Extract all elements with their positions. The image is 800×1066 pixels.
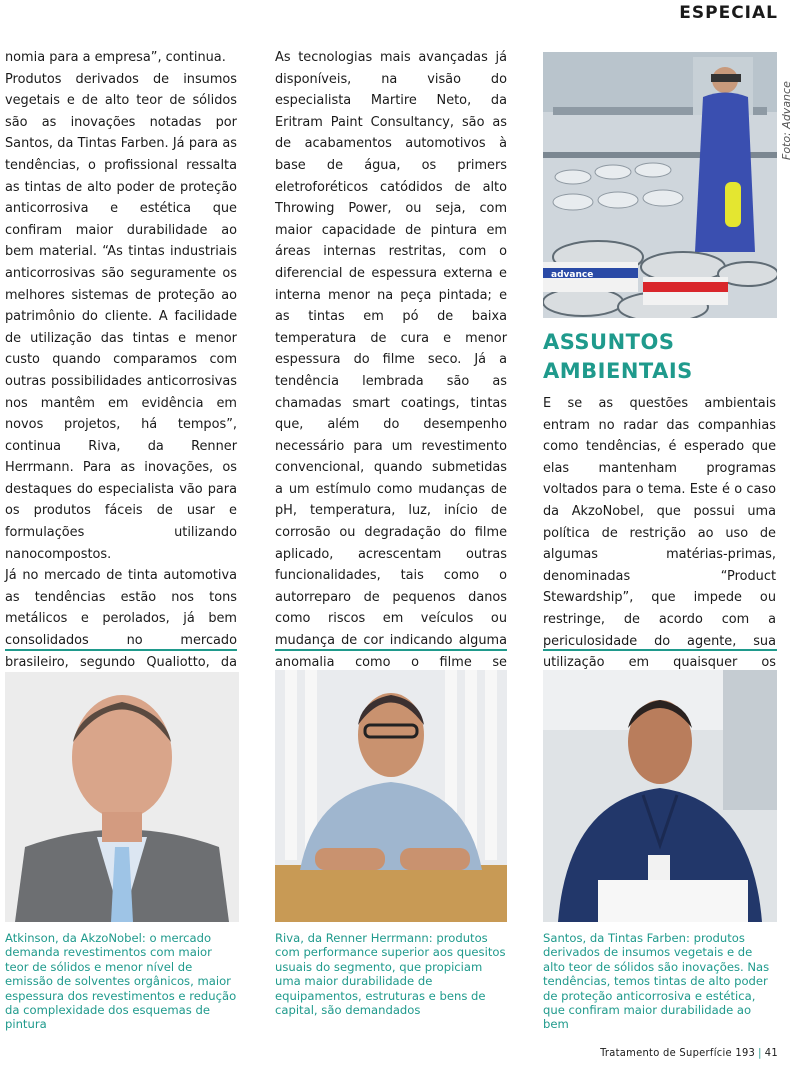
paragraph: Já no mercado de tinta automotiva as tendências estão nos tons metálicos e perolados, já bem consolidados no mercado brasileiro, segundo Qualiotto, da xyxy=(5,568,237,670)
caption-riva: Riva, da Renner Herrmann: produtos com performance superior aos quesitos usuais do segmento, que propiciam uma maior durabilidade de equipamentos, estruturas e bens de capital, são demandados xyxy=(275,931,506,1018)
can-label: advance xyxy=(551,270,594,280)
factory-photo xyxy=(543,52,777,318)
section-tag: ESPECIAL xyxy=(679,3,778,23)
portrait-santos xyxy=(543,670,777,922)
paragraph: nomia para a empresa”, continua. xyxy=(5,50,226,65)
factory-photo-illustration xyxy=(543,52,777,318)
portrait-atkinson xyxy=(5,672,239,922)
page-footer xyxy=(600,1046,778,1059)
section-heading xyxy=(543,328,783,386)
paragraph: E se as questões ambientais entram no radar das companhias como tendências, é esperado que elas mantenham programas voltados para o tema. Este é o caso da AkzoNobel, que possui uma política de restrição ao uso de algumas matérias-primas, denominadas “Product Stewardship”, que impede ou restringe, de acordo com a periculosidade do agente, sua utilização em quaisquer os xyxy=(543,396,776,671)
magazine-name: Tratamento de Superfície 193 xyxy=(600,1046,756,1059)
footer-separator: | xyxy=(758,1046,762,1059)
portrait-illustration xyxy=(5,672,239,922)
section-heading-line: ASSUNTOS xyxy=(543,330,675,354)
section-heading-line: AMBIENTAIS xyxy=(543,359,693,383)
divider xyxy=(543,649,777,651)
divider xyxy=(275,649,507,651)
photo-credit: Foto: Advance xyxy=(780,81,793,160)
paragraph: As tecnologias mais avançadas já disponíveis, na visão do especialista Martire Neto, da Eritram Paint Consultancy, são as de acabamentos automotivos à base de água, os primers eletroforéticos catódidos de alto Throwing Power, ou seja, com maior capacidade de pintura em áreas internas restritas, com o diferencial de espessura externa e interna menor na peça pintada; e as tintas em pó de baixa temperatura de cura e menor espessura do filme seco. Já a tendência lembrada são as chamadas smart coatings, tintas que, além do desempenho necessário para um revestimento convencional, quando submetidas a um estímulo como mudanças de pH, temperatura, luz, início de corrosão ou degradação do filme aplicado, acrescentam outras funcionalidades, tais como o autorreparo de pequenos danos como riscos em veículos ou mudança de cor indicando alguma anomalia como o filme se xyxy=(275,50,507,670)
divider xyxy=(5,649,237,651)
caption-atkinson: Atkinson, da AkzoNobel: o mercado demanda revestimentos com maior teor de sólidos e menor nível de emissão de solventes orgânicos, maior espessura dos revestimentos e redução da complexidade dos esquemas de pintura xyxy=(5,931,237,1032)
article-column-2 xyxy=(275,47,507,760)
paragraph: Produtos derivados de insumos vegetais e de alto teor de sólidos são as inovações notadas por Santos, da Tintas Farben. Já para as tendências, o profissional ressalta as tintas de alto poder de proteção anticorrosiva e estética que confiram maior durabilidade ao bem material. “As tintas industriais anticorrosivas são seguramente os melhores sistemas de proteção ao patrimônio do cliente. A facilidade de utilização das tintas e menor custo quando comparamos com outras possibilidades anticorrosivas nos mantêm em evidência em novos projetos, há tempos”, continua Riva, da Renner Herrmann. Para as inovações, os destaques do especialista vão para os produtos fáceis de usar e formulações utilizando nanocompostos. xyxy=(5,71,237,562)
caption-santos: Santos, da Tintas Farben: produtos derivados de insumos vegetais e de alto teor de sólidos são inovações. Nas tendências, temos tintas de alto poder de proteção anticorrosiva e estética, que confiram maior durabilidade ao bem xyxy=(543,931,770,1032)
page-number: 41 xyxy=(764,1046,778,1059)
portrait-illustration xyxy=(275,670,507,922)
portrait-riva xyxy=(275,670,507,922)
portrait-illustration xyxy=(543,670,777,922)
